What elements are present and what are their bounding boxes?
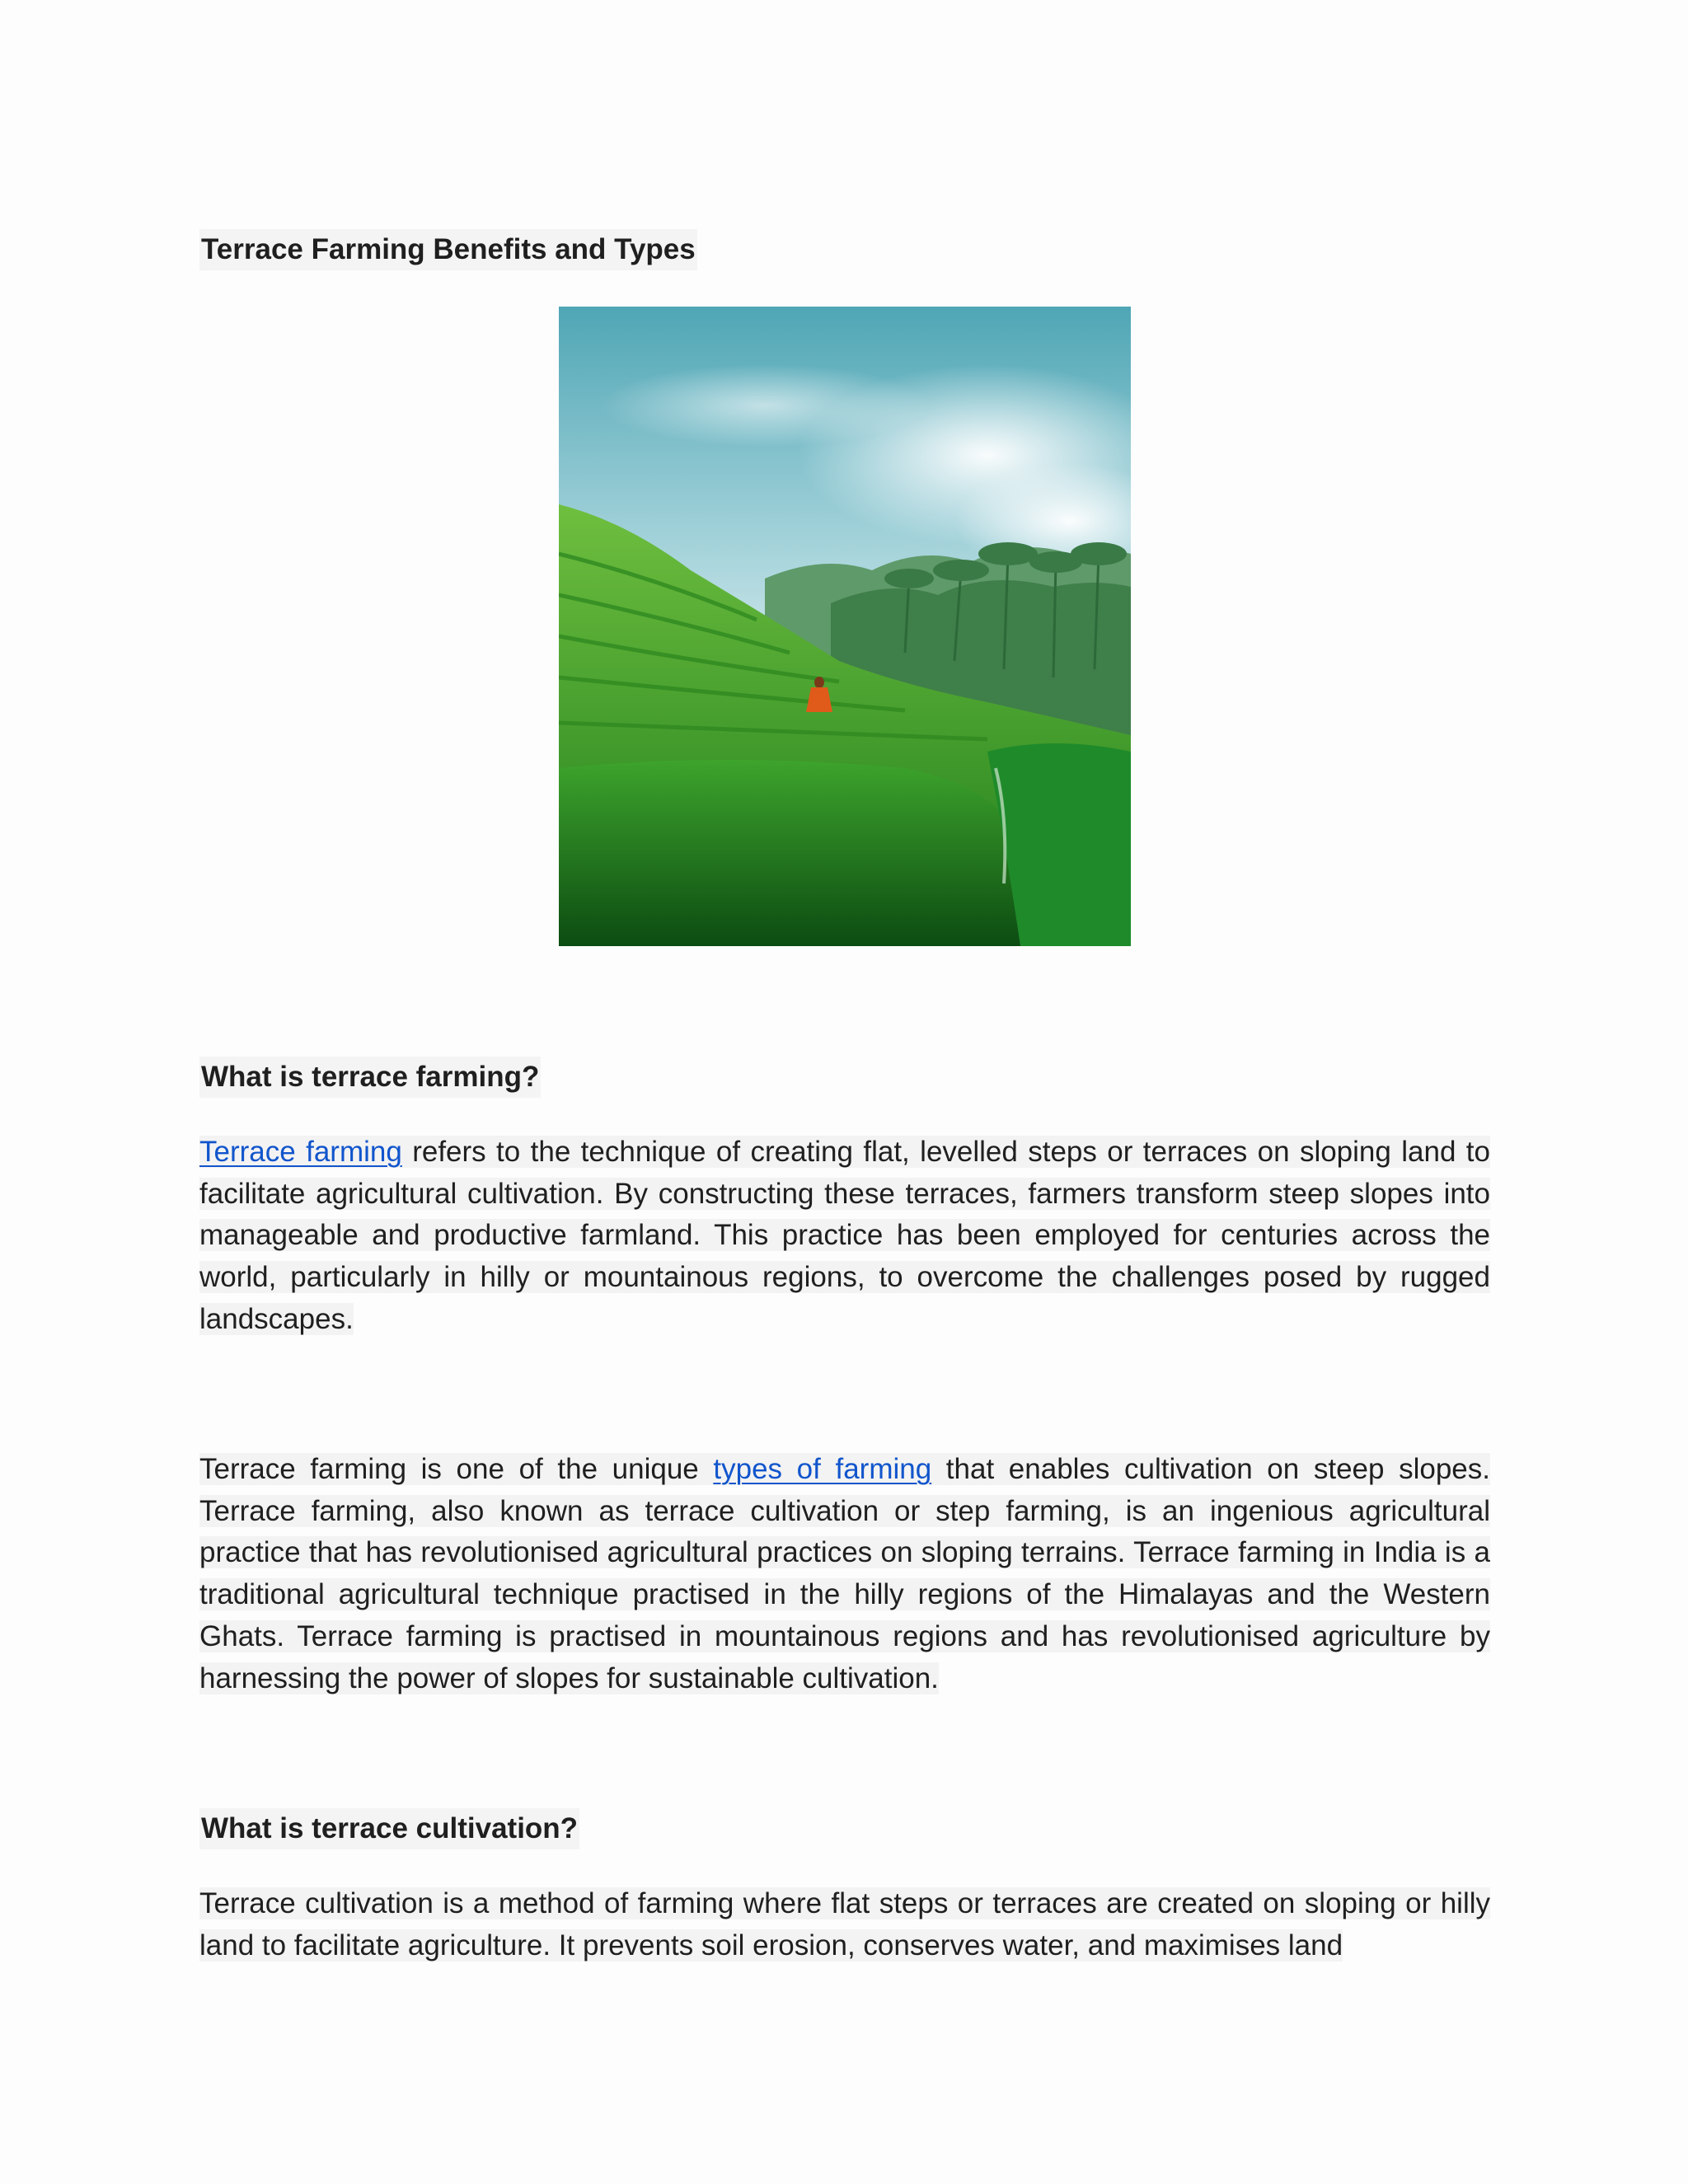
terrace-farm-photo bbox=[559, 307, 1131, 946]
paragraph-text-before-link: Terrace farming is one of the unique bbox=[199, 1453, 714, 1485]
paragraph-text: refers to the technique of creating flat, levelled steps or terraces on sloping land to facilitate agricultural cultivation. By constructing these terraces, farmers transform steep slopes into manageable and productive farmland. This practice has been employed for centuries across the world, particularly in hilly or mountainous regions, to overcome the challenges posed by rugged landscapes. bbox=[199, 1136, 1491, 1335]
paragraph-terrace-cultivation bbox=[199, 1883, 1490, 1967]
terrace-farming-link[interactable]: Terrace farming bbox=[199, 1136, 402, 1168]
section-heading-terrace-cultivation: What is terrace cultivation? bbox=[199, 1808, 579, 1849]
section-heading-terrace-farming: What is terrace farming? bbox=[199, 1057, 541, 1098]
document-title: Terrace Farming Benefits and Types bbox=[199, 229, 697, 270]
paragraph-terrace-farming-definition bbox=[199, 1132, 1490, 1341]
paragraph-text: Terrace cultivation is a method of farming where flat steps or terraces are created on sloping or hilly land to facilitate agriculture. It prevents soil erosion, conserves water, and maximises land bbox=[199, 1887, 1490, 1961]
types-of-farming-link[interactable]: types of farming bbox=[713, 1453, 932, 1485]
paragraph-terrace-farming-types bbox=[199, 1449, 1490, 1699]
paragraph-text-after-link: that enables cultivation on steep slopes. Terrace farming, also known as terrace cultivation or step farming, is an ingenious agricultural practice that has revolutionised agricultural practices on sloping terrains. Terrace farming in India is a traditional agricultural technique practised in the hilly regions of the Himalayas and the Western Ghats. Terrace farming is practised in mountainous regions and has revolutionised agriculture by harnessing the power of slopes for sustainable cultivation. bbox=[199, 1453, 1490, 1694]
